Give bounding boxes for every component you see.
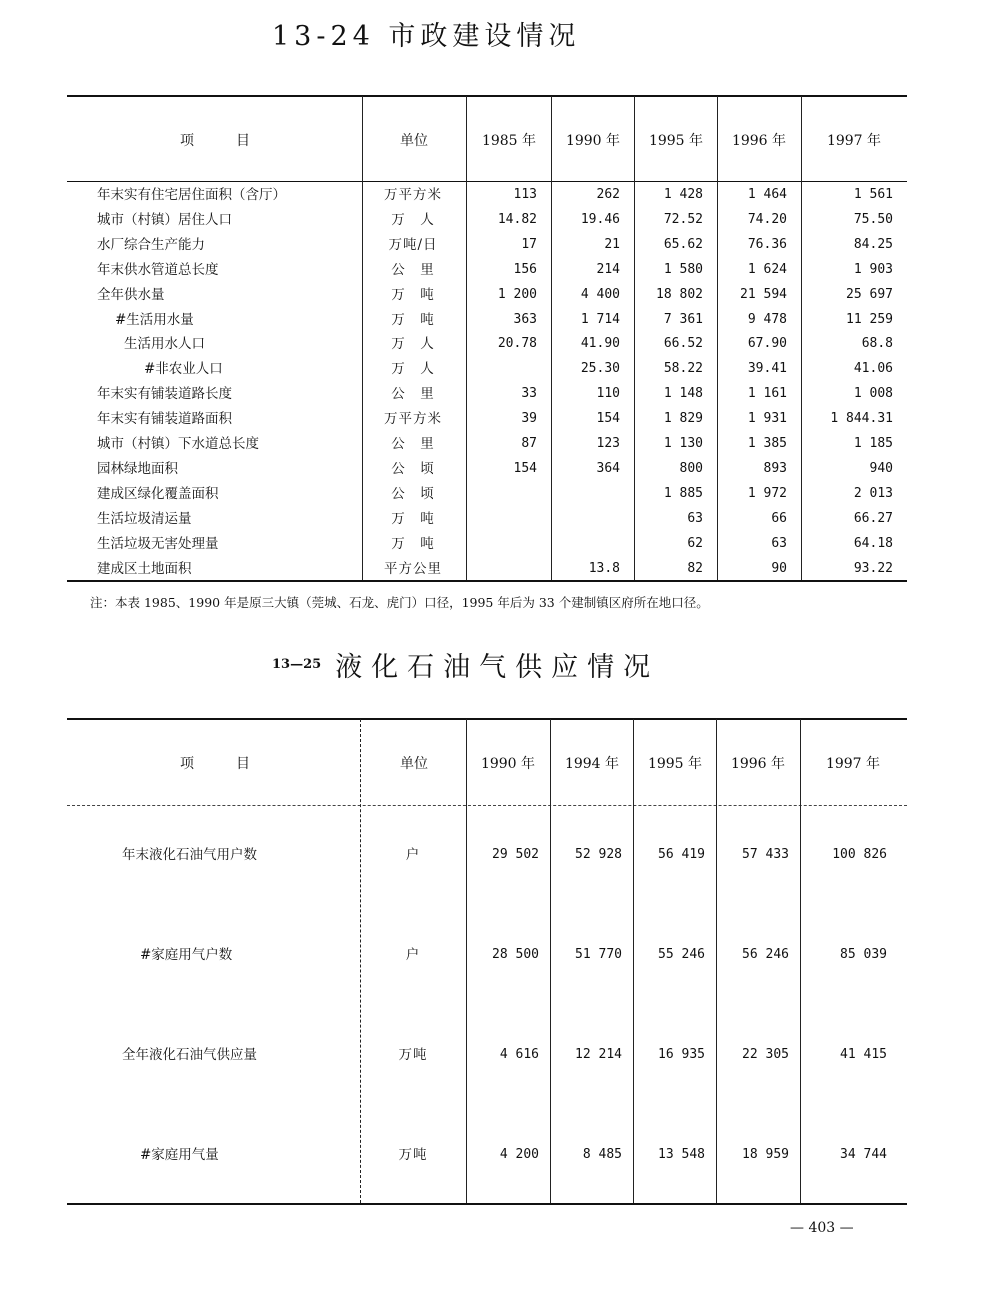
table2-col-divider [360, 719, 361, 1203]
row-value: 17 [521, 236, 537, 252]
row-value: 4 616 [499, 1047, 539, 1062]
row-value: 41.06 [853, 361, 893, 377]
row-value: 85 039 [840, 947, 887, 962]
row-value: 72.52 [663, 211, 703, 227]
row-value: 893 [763, 460, 787, 476]
row-value: 28 500 [492, 947, 539, 962]
row-value: 262 [596, 187, 620, 202]
row-label: 年末实有铺装道路长度 [97, 386, 232, 403]
header-year: 1997 年 [825, 756, 881, 772]
row-value: 154 [596, 411, 620, 427]
table1-col-divider [801, 96, 802, 580]
row-value: 1 580 [663, 261, 703, 277]
row-unit: 公 里 [391, 386, 435, 403]
row-label: 全年液化石油气供应量 [122, 1047, 257, 1063]
table1-top-rule [67, 95, 907, 97]
header-year: 1995 年 [648, 133, 704, 149]
row-unit: 万平方米 [384, 411, 442, 428]
row-value: 1 931 [747, 411, 787, 427]
row-value: 4 400 [580, 286, 620, 302]
row-label: 生活垃圾无害处理量 [97, 535, 219, 552]
row-label: #家庭用气户数 [140, 947, 233, 963]
row-value: 25.30 [580, 361, 620, 377]
table1-col-divider [362, 96, 363, 580]
row-value: 940 [869, 460, 893, 476]
row-value: 63 [687, 510, 703, 526]
row-value: 2 013 [853, 485, 893, 501]
row-value: 66.52 [663, 336, 703, 352]
row-value: 1 428 [663, 187, 703, 202]
row-value: 11 259 [846, 311, 893, 327]
row-value: 18 959 [742, 1147, 789, 1162]
header-year: 1990 年 [565, 133, 621, 149]
row-value: 84.25 [853, 236, 893, 252]
header-item: 项 目 [180, 133, 250, 149]
row-value: 1 464 [747, 187, 787, 202]
table1-note: 注：本表 1985、1990 年是原三大镇（莞城、石龙、虎门）口径，1995 年后为 33 个建制镇区府所在地口径。 [90, 595, 709, 610]
row-unit: 公 顷 [391, 460, 435, 477]
row-value: 21 [604, 236, 620, 252]
row-value: 68.8 [861, 336, 893, 352]
row-value: 1 714 [580, 311, 620, 327]
row-value: 1 130 [663, 436, 703, 451]
row-unit: 户 [405, 847, 421, 863]
table1-title: 13-24 市政建设情况 [272, 21, 581, 52]
row-value: 9 478 [747, 311, 787, 327]
row-value: 1 561 [853, 187, 893, 202]
row-value: 56 246 [742, 947, 789, 962]
row-value: 363 [513, 311, 537, 327]
row-unit: 户 [405, 947, 421, 963]
row-value: 87 [521, 436, 537, 451]
row-unit: 万 吨 [391, 535, 435, 552]
row-value: 8 485 [582, 1147, 622, 1162]
table2-title [272, 645, 659, 684]
row-value: 1 148 [663, 386, 703, 402]
row-value: 39.41 [747, 361, 787, 377]
page-number: — 403 — [790, 1220, 854, 1236]
row-label: 城市（村镇）下水道总长度 [97, 436, 259, 452]
row-value: 90 [771, 560, 787, 576]
row-unit: 公 里 [391, 436, 435, 452]
header-item: 项 目 [180, 756, 250, 772]
table2-title-text: 液化石油气供应情况 [335, 652, 660, 683]
row-unit: 平方公里 [384, 560, 442, 577]
row-value: 51 770 [575, 947, 622, 962]
row-value: 39 [521, 411, 537, 427]
row-value: 1 185 [853, 436, 893, 451]
header-year: 1994 年 [564, 756, 620, 772]
row-value: 57 433 [742, 847, 789, 862]
row-value: 113 [513, 187, 537, 202]
row-value: 156 [513, 261, 537, 277]
row-value: 55 246 [658, 947, 705, 962]
row-value: 1 903 [853, 261, 893, 277]
row-value: 13.8 [588, 560, 620, 576]
row-label: 水厂综合生产能力 [97, 236, 205, 253]
row-unit: 万 吨 [391, 510, 435, 527]
row-value: 76.36 [747, 236, 787, 252]
row-value: 214 [596, 261, 620, 277]
row-value: 14.82 [497, 211, 537, 227]
row-value: 4 200 [499, 1147, 539, 1162]
row-label: 全年供水量 [97, 286, 165, 303]
row-value: 33 [521, 386, 537, 402]
header-year: 1985 年 [481, 133, 537, 149]
row-value: 7 361 [663, 311, 703, 327]
row-label: 生活垃圾清运量 [97, 510, 192, 527]
row-value: 13 548 [658, 1147, 705, 1162]
row-value: 22 305 [742, 1047, 789, 1062]
row-value: 74.20 [747, 211, 787, 227]
row-label: 年末液化石油气用户数 [122, 847, 257, 863]
row-label: 建成区绿化覆盖面积 [97, 485, 219, 502]
row-value: 1 844.31 [830, 411, 893, 427]
row-value: 21 594 [740, 286, 787, 302]
row-value: 82 [687, 560, 703, 576]
header-year: 1997 年 [826, 133, 882, 149]
row-unit: 万 吨 [391, 286, 435, 303]
header-unit: 单位 [400, 756, 428, 772]
row-value: 12 214 [575, 1047, 622, 1062]
row-value: 93.22 [853, 560, 893, 576]
row-value: 110 [596, 386, 620, 402]
row-value: 64.18 [853, 535, 893, 551]
row-value: 18 802 [656, 286, 703, 302]
row-unit: 万 吨 [391, 311, 435, 328]
row-label: 园林绿地面积 [97, 460, 178, 477]
row-value: 56 419 [658, 847, 705, 862]
row-value: 1 885 [663, 485, 703, 501]
row-value: 1 008 [853, 386, 893, 402]
row-unit: 万 人 [391, 336, 435, 353]
row-value: 29 502 [492, 847, 539, 862]
row-value: 65.62 [663, 236, 703, 252]
row-label: #生活用水量 [115, 311, 194, 328]
row-value: 75.50 [853, 211, 893, 227]
header-year: 1996 年 [730, 756, 786, 772]
row-value: 41 415 [840, 1047, 887, 1062]
row-label: 年末实有铺装道路面积 [97, 411, 232, 428]
row-value: 1 200 [497, 286, 537, 302]
row-value: 1 385 [747, 436, 787, 451]
row-value: 20.78 [497, 336, 537, 352]
row-value: 25 697 [846, 286, 893, 302]
row-unit: 万吨 [398, 1147, 428, 1163]
row-label: 生活用水人口 [124, 336, 205, 353]
header-year: 1990 年 [480, 756, 536, 772]
row-value: 62 [687, 535, 703, 551]
table2-header-rule [67, 805, 907, 806]
row-value: 1 829 [663, 411, 703, 427]
row-value: 67.90 [747, 336, 787, 352]
header-year: 1996 年 [731, 133, 787, 149]
row-value: 16 935 [658, 1047, 705, 1062]
header-year: 1995 年 [647, 756, 703, 772]
row-value: 154 [513, 460, 537, 476]
row-value: 1 624 [747, 261, 787, 277]
row-value: 52 928 [575, 847, 622, 862]
table1-header-rule [67, 181, 907, 182]
row-value: 364 [596, 460, 620, 476]
row-value: 58.22 [663, 361, 703, 377]
row-value: 63 [771, 535, 787, 551]
header-unit: 单位 [400, 133, 428, 149]
row-label: #家庭用气量 [140, 1147, 219, 1163]
row-label: 年末供水管道总长度 [97, 261, 219, 278]
row-unit: 公 里 [391, 261, 435, 278]
row-unit: 万平方米 [384, 187, 442, 203]
row-unit: 万 人 [391, 211, 435, 228]
row-value: 100 826 [832, 847, 887, 862]
row-unit: 万 人 [391, 361, 435, 378]
row-unit: 万吨/日 [388, 236, 438, 253]
row-value: 800 [679, 460, 703, 476]
table1-bottom-rule [67, 580, 907, 582]
row-value: 41.90 [580, 336, 620, 352]
row-label: 建成区土地面积 [97, 560, 192, 577]
row-value: 1 161 [747, 386, 787, 402]
row-value: 66 [771, 510, 787, 526]
row-value: 66.27 [853, 510, 893, 526]
row-value: 123 [596, 436, 620, 451]
row-label: 城市（村镇）居住人口 [97, 211, 232, 228]
row-label: #非农业人口 [144, 361, 223, 378]
row-value: 1 972 [747, 485, 787, 501]
table2-bottom-rule [67, 1203, 907, 1205]
table2-top-rule [67, 718, 907, 720]
row-unit: 万吨 [398, 1047, 428, 1063]
row-label: 年末实有住宅居住面积（含厅） [97, 187, 286, 203]
row-unit: 公 顷 [391, 485, 435, 502]
row-value: 34 744 [840, 1147, 887, 1162]
row-value: 19.46 [580, 211, 620, 227]
table2-number: 13—25 [272, 657, 322, 672]
